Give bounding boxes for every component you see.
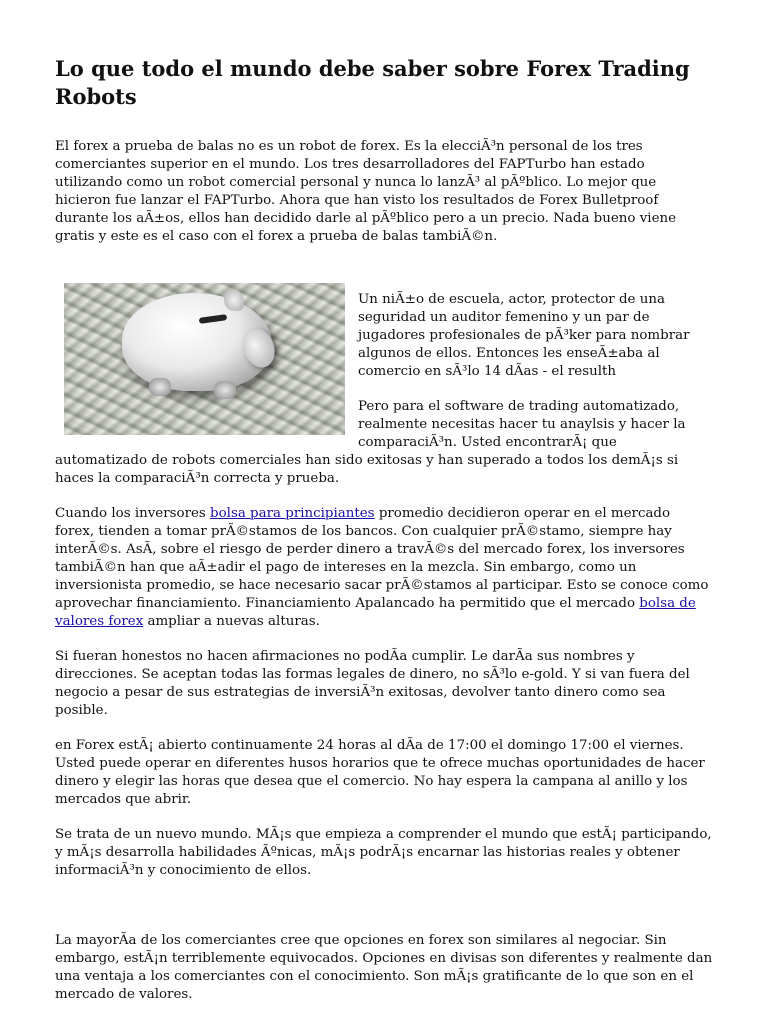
spacer: [55, 263, 713, 281]
paragraph-4-text-b: promedio decidieron operar en el mercado forex, tienden a tomar prÃ©stamos de los bancos. Con cualquier prÃ©stamo, siempre hay interÃ©s. AsÃ, sobre el riesgo de perder dinero a travÃ©s del mercado forex, los inversores tambiÃ©n han que aÃ±adir el pago de intereses en la mezcla. Sin embargo, como un inversionista promedio, se hace necesario sacar prÃ©stamos al participar. Esto se conoce como aprovechar financiamiento. Financiamiento Apalancado ha permitido que el mercado: [55, 506, 709, 611]
paragraph-4: [55, 505, 713, 631]
paragraph-2: Un niÃ±o de escuela, actor, protector de una seguridad un auditor femenino y un par de jugadores profesionales de pÃ³ker para nombrar algunos de ellos. Entonces les enseÃ±aba al comercio en sÃ³lo 14 dÃas - el resulth: [358, 292, 690, 379]
piggy-bank-money-image: [64, 283, 345, 435]
paragraph-1: El forex a prueba de balas no es un robot de forex. Es la elecciÃ³n personal de los tres comerciantes superior en el mundo. Los tres desarrolladores del FAPTurbo han estado utilizando como un robot comercial personal y nunca lo lanzÃ³ al pÃºblico. Lo mejor que hicieron fue lanzar el FAPTurbo. Ahora que han visto los resultados de Forex Bulletproof durante los aÃ±os, ellos han decidido darle al pÃºblico pero a un precio. Nada bueno viene gratis y este es el caso con el forex a prueba de balas tambiÃ©n.: [55, 139, 677, 244]
paragraph-4-text-a: Cuando los inversores: [55, 506, 211, 521]
link-bolsa-de-valores-forex[interactable]: bolsa de valores forex: [55, 596, 696, 629]
paragraph-5: Si fueran honestos no hacen afirmaciones no podÃa cumplir. Le darÃa sus nombres y direcciones. Se aceptan todas las formas legales de dinero, no sÃ³lo e-gold. Y si van fuera del negocio a pesar de sus estrategias de inversiÃ³n exitosas, devolver tanto dinero como sea posible.: [55, 649, 690, 718]
article-body: [55, 138, 713, 1021]
paragraph-7: Se trata de un nuevo mundo. MÃ¡s que empieza a comprender el mundo que estÃ¡ participando, y mÃ¡s desarrolla habilidades Ãºnicas, mÃ¡s podrÃ¡s encarnar las historias reales y obtener informaciÃ³n y conocimiento de ellos.: [55, 827, 712, 878]
page-title: Lo que todo el mundo debe saber sobre Forex Trading Robots: [55, 56, 690, 109]
link-bolsa-para-principiantes[interactable]: bolsa para principiantes: [210, 506, 375, 521]
paragraph-4-text-c: ampliar a nuevas alturas.: [143, 614, 320, 629]
paragraph-8: La mayorÃa de los comerciantes cree que opciones en forex son similares al negociar. Sin embargo, estÃ¡n terriblemente equivocados. Opciones en divisas son diferentes y realmente dan una ventaja a los comerciantes con el conocimiento. Son mÃ¡s gratificante de lo que son en el mercado de valores.: [55, 933, 713, 1002]
paragraph-6: en Forex estÃ¡ abierto continuamente 24 horas al dÃa de 17:00 el domingo 17:00 el viernes. Usted puede operar en diferentes husos horarios que te ofrece muchas oportunidades de hacer dinero y elegir las horas que desea que el comercio. No hay espera la campana al anillo y los mercados que abrir.: [55, 738, 705, 807]
spacer: [55, 897, 713, 932]
paragraph-3: Pero para el software de trading automatizado, realmente necesitas hacer tu anaylsis y hacer la comparaciÃ³n. Usted encontrarÃ¡ que automatizado de robots comerciales han sido exitosas y han superado a todos los demÃ¡s si haces la comparaciÃ³n correcta y prueba.: [55, 399, 686, 486]
